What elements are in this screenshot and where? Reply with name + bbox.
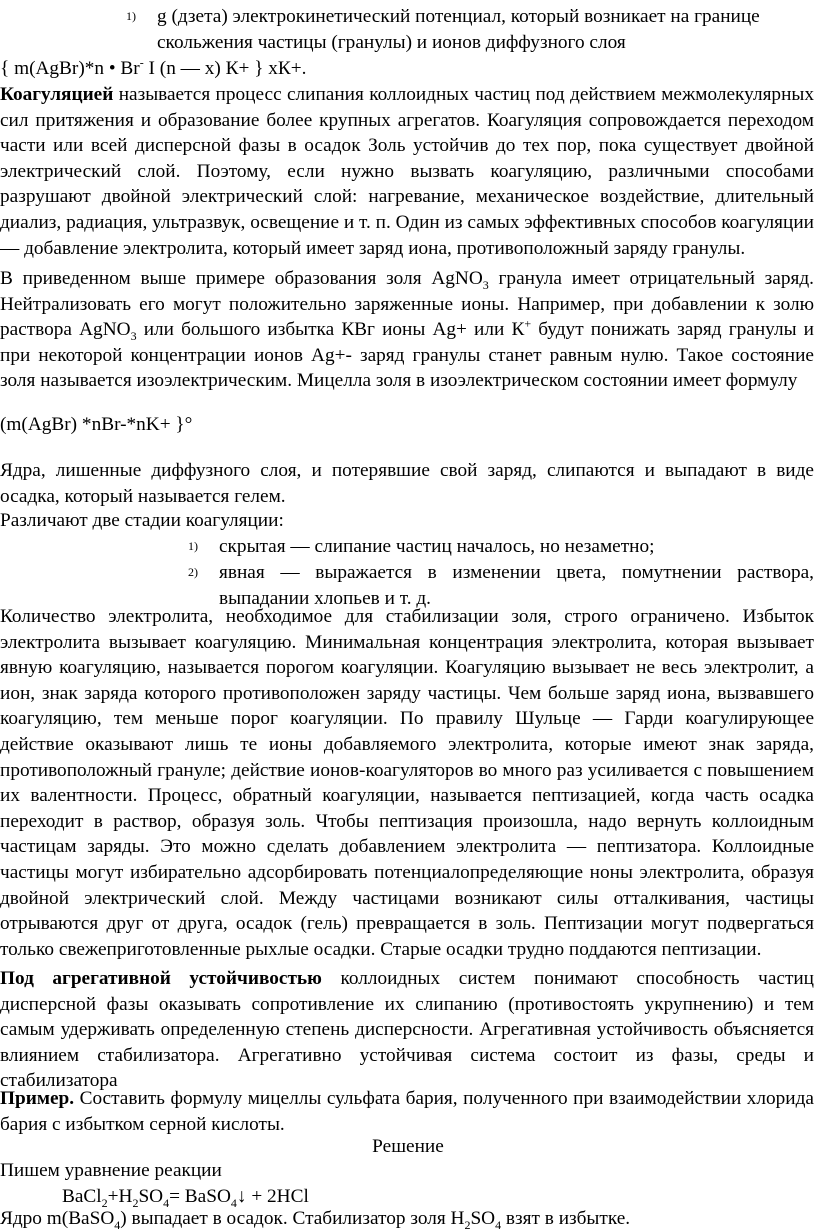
task-term: Пример. (0, 1088, 75, 1109)
stability-term: Под агрегативной устойчивостью (0, 968, 322, 989)
core-sentence: Ядро m(BaSO$_4$) выпадает в осадок. Стабилизатор золя $H_2SO_4$ взят в избытке. (0, 1208, 631, 1232)
list-text-line2: скольжения частицы (гранулы) и ионов диффузного слоя (157, 32, 626, 53)
micelle-formula: { m(AgBr)*n • Br- I (n — x) К+ } xК+. (0, 55, 307, 79)
list-text-line1: g (дзета) электрокинетический потенциал, который возникает на границе (157, 6, 760, 27)
task-paragraph: Пример. Составить формулу мицеллы сульфата бария, полученного при взаимодействии хлорида бария с избытком серной кислоты. (0, 1088, 814, 1135)
example-paragraph: В приведенном выше примере образования золя AgNO$_3$ гранула имеет отрицательный заряд. Нейтрализовать его могут положительно заряженные ионы. Например, при добавлении к золю раствора AgNO$_3$ или большого избытка КВг ионы Ag+ или К+ будут понижать заряд гранулы и при некоторой концентрации ионов Ag+- заряд гранулы станет равным нулю. Такое состояние золя называется изоэлектрическим. Мицелла золя в изоэлектрическом состоянии имеет формулу (0, 268, 814, 392)
stability-paragraph: Под агрегативной устойчивостью коллоидных систем понимают способность частиц дисперсной фазы оказывать сопротивление их слипанию (противостоять укрупнению) и тем самым удерживать определенную степень дисперсности. Агрегативная устойчивость объясняется влиянием стабилизатора. Агрегативно устойчивая система состоит из фазы, среды и стабилизатора (0, 968, 815, 1092)
coagulation-term: Коагуляцией (0, 84, 114, 105)
stage-text: явная — выражается в изменении цвета, помутнении раствора, выпадании хлопьев и т. д. (219, 562, 814, 609)
threshold-paragraph: Количество электролита, необходимое для стабилизации золя, строго ограничено. Избыток электролита вызывает коагуляцию. Минимальная концентрация электролита, которая вызывает явную коагуляцию, называется порогом коагуляции. Коагуляцию вызывает не весь электролит, а ион, знак заряда которого противоположен заряду частицы. Чем больше заряд иона, вызвавшего коагуляцию, тем меньше порог коагуляции. По правилу Шульце — Гарди коагулирующее действие оказывают лишь те ионы добавляемого электролита, которые имеют знак заряда, противоположный грануле; действие ионов-коагуляторов во много раз усиливается с повышением их валентности. Процесс, обратный коагуляции, называется пептизацией, когда часть осадка переходит в раствор, образуя золь. Чтобы пептизация произошла, надо вернуть коллоидным частицам заряды. Это можно сделать добавлением электролита — пептизатора. Коллоидные частицы могут избирательно адсорбировать потенциалопределяющие ноны электролита, образуя двойной электрический слой. Между частицами возникают силы отталкивания, частицы отрываются друг от друга, осадок (гель) превращается в золь. Пептизации могут подвергаться только свежеприготовленные рыхлые осадки. Старые осадки трудно поддаются пептизации. (0, 606, 814, 960)
list-number: 1) (188, 539, 198, 553)
stages-intro: Различают две стадии коагуляции: (0, 510, 284, 531)
coagulation-paragraph: Коагуляцией называется процесс слипания коллоидных частиц под действием межмолекулярных сил притяжения и образование более крупных агрегатов. Коагуляция сопровождается переходом части или всей дисперсной фазы в осадок Золь устойчив до тех пор, пока существует двойной электрический слой. Поэтому, если нужно вызвать коагуляцию, различными способами разрушают двойной электрический слой: нагревание, механическое воздействие, длительный диализ, радиация, ультразвук, освещение и т. п. Один из самых эффективных способов коагуляции — добавление электролита, который имеет заряд иона, противоположный заряду гранулы. (0, 84, 814, 259)
gel-paragraph: Ядра, лишенные диффузного слоя, и потерявшие свой заряд, слипаются и выпадают в виде осадка, который называется гелем. (0, 460, 814, 507)
stage-text: скрытая — слипание частиц началось, но незаметно; (219, 536, 655, 557)
isoelectric-formula: (m(AgBr) *nBr-*nK+ }° (0, 414, 193, 435)
solution-heading: Решение (372, 1136, 444, 1157)
list-number: 1) (126, 9, 136, 23)
reaction-intro: Пишем уравнение реакции (0, 1160, 222, 1181)
list-number: 2) (188, 565, 198, 579)
reaction-equation: $BaCl_2+H_2SO_4=$ BaSO$_4$↓ + 2HCl (62, 1186, 309, 1210)
